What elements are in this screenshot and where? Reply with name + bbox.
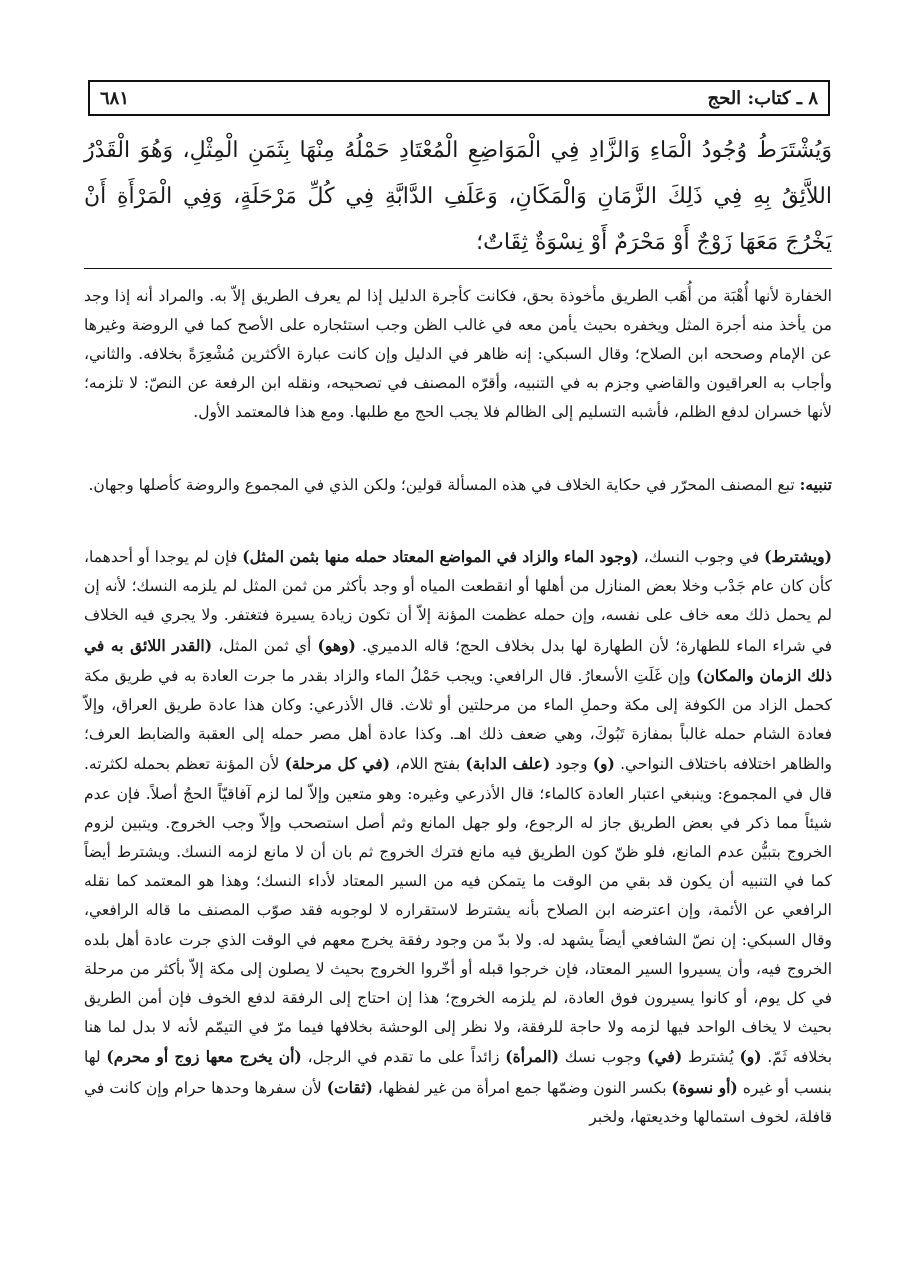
- sharh-paragraph: [84, 542, 832, 1132]
- sharh-text: زائداً على ما تقدم في الرجل،: [301, 1048, 506, 1067]
- sharh-text: لها بنسب أو غيره: [84, 1048, 832, 1097]
- quoted-matn-phrase: (وهو): [317, 635, 356, 655]
- quoted-matn-phrase: (أو نسوة): [671, 1077, 738, 1097]
- footnote-commentary: [84, 282, 832, 427]
- note-text: تبع المصنف المحرّر في حكاية الخلاف في هذه المسألة قولين؛ ولكن الذي في المجموع والروضة كأصلها وجهان.: [88, 476, 800, 494]
- quoted-matn-phrase: (القدر اللائق به في ذلك الزمان والمكان): [84, 635, 832, 685]
- sharh-text: بفتح اللام،: [389, 755, 466, 774]
- quoted-matn-phrase: (ويشترط): [764, 547, 832, 566]
- quoted-matn-phrase: (وجود الماء والزاد في المواضع المعتاد حمله منها بثمن المثل): [242, 547, 639, 566]
- quoted-matn-phrase: (و): [739, 1047, 762, 1067]
- quoted-matn-phrase: (و): [592, 754, 615, 774]
- quoted-matn-phrase: (في): [647, 1047, 683, 1067]
- sharh-text: وجود: [550, 755, 593, 774]
- quoted-matn-phrase: (أن يخرج معها زوج أو محرم): [106, 1047, 302, 1067]
- sharh-text: أي ثمن المثل،: [212, 636, 318, 655]
- note-label: تنبيه:: [799, 475, 832, 494]
- note-paragraph: [84, 470, 832, 500]
- page-header: [88, 80, 830, 116]
- quoted-matn-phrase: (المرأة): [505, 1047, 559, 1067]
- separator-rule: [84, 268, 832, 269]
- quoted-matn-phrase: (ثقات): [326, 1077, 373, 1097]
- chapter-title: ٨ ـ كتاب: الحج: [707, 87, 818, 109]
- quoted-matn-phrase: (علف الدابة): [465, 754, 551, 774]
- page-number: ٦٨١: [100, 87, 130, 109]
- sharh-text: وإن غَلَتِ الأسعارُ. قال الرافعي: ويجب حَمْلُ الماء والزاد بقدر ما جرت العادة به في طريق مكة كحمل الزاد من الكوفة إلى مكة وحملِ الماء من مرحلتين أو ثلاث. قال الأذرعي: وكان هذا عادة طريق العراق، وإلاّ فعادة الشام حمله غالباً بمفازة تَبُوكَ، وهي ضعف ذلك اهـ. وكذا عادة أهل مصر حمله إلى العقبة والضابط العرف؛ والظاهر اختلافه باختلاف النواحي.: [84, 666, 833, 774]
- sharh-text: بكسر النون وضمّها جمع امرأة من غير لفظها،: [372, 1078, 672, 1097]
- sharh-text: وجوب نسك: [558, 1048, 648, 1067]
- quoted-matn-phrase: (في كل مرحلة): [284, 754, 390, 774]
- sharh-text: لأن سفرها وحدها حرام وإن كانت في قافلة، لخوف استمالها وخديعتها، ولخبر: [84, 1078, 832, 1126]
- sharh-text: في وجوب النسك،: [638, 548, 765, 566]
- matn-text: وَيُشْتَرَطُ وُجُودُ الْمَاءِ وَالزَّادِ فِي الْمَوَاضِعِ الْمُعْتَادِ حَمْلُهُ مِنْهَا بِثَمَنِ الْمِثْلِ، وَهُوَ الْقَدْرُ اللاَّئِقُ بِهِ فِي ذَلِكَ الزَّمَانِ وَالْمَكَانِ، وَعَلَفِ الدَّابَّةِ فِي كُلِّ مَرْحَلَةٍ، وَفِي الْمَرْأَةِ أَنْ يَخْرُجَ مَعَهَا زَوْجٌ أَوْ مَحْرَمٌ أَوْ نِسْوَةٌ ثِقَاتٌ؛: [84, 138, 832, 255]
- sharh-text: فإن لم يوجدا أو أحدهما، كأن كان عام جَدْب وخلا بعض المنازل من أهلها أو انقطعت المياه أو وجد بأكثر من ثمن المثل لم يلزمه النسك؛ لأنه إن لم يحمل ذلك معه خاف على نفسه، وإن حمله عظمت المؤنة إلاّ أن تكون زيادة يسيرة فتغتفر. ولا يجري فيه الخلاف في شراء الماء للطهارة؛ لأن الطهارة لها بدل بخلاف الحج؛ قاله الدميري.: [84, 548, 833, 655]
- sharh-text: لأن المؤنة تعظم بحمله لكثرته. قال في المجموع: وينبغي اعتبار العادة كالماء؛ قال الأذرعي وغيره: وهو متعين وإلاّ لما لزم آفاقيّاً الحجُ أصلاً. فإن عدم شيئاً مما ذكر في بعض الطريق جاز له الرجوع، ولو جهل المانع وثم أصل استصحب وإلاّ وجب الخروج. ويتبين لزوم الخروج بتبيُّن عدم المانع، فلو ظنّ كون الطريق فيه مانع فترك الخروج ثم بان أن لا مانع لزمه النسك. ويشترط أيضاً كما في التنبيه أن يكون قد بقي من الوقت ما يتمكن فيه من السير المعتاد لأداء النسك؛ وهذا هو المعتمد كما نقله الرافعي عن الأئمة، وإن اعترضه ابن الصلاح بأنه يشترط لاستقراره لا لوجوبه فقد صوّب المصنف ما قاله الرافعي، وقال السبكي: إن نصّ الشافعي أيضاً يشهد له. ولا بدّ من وجود رفقة يخرج معهم في الوقت الذي جرت عادة أهل بلده الخروج فيه، وأن يسيروا السير المعتاد، فإن خرجوا قبله أو أخّروا الخروج بحيث لا يصلون إلى مكة إلاّ بأكثر من مرحلة في كل يوم، أو كانوا يسيرون فوق العادة، لم يلزمه الخروج؛ هذا إن احتاج إلى الرفقة لدفع الخوف فإن أمن الطريق بحيث لا يخاف الواحد فيها لزمه ولا حاجة للرفقة، ولا نظر إلى الوحشة بخلافها فيما مرّ في التيمّم لأنه لا بدل لما هنا بخلافه ثَمّ.: [84, 755, 833, 1067]
- commentary-paragraph: الخفارة لأنها أُهْبَة من أُهَب الطريق مأخوذة بحق، فكانت كأجرة الدليل إذا لم يعرف الطريق إلاّ به. والمراد أنه إذا وجد من يأخذ منه أجرة المثل ويخفره بحيث يأمن معه في غالب الظن وجب استئجاره على الأصح كما في الروضة وغيرها عن الإمام وصححه ابن الصلاح؛ وقال السبكي: إنه ظاهر في الدليل وإن كانت عبارة الأكثرين مُشْعِرَةً بخلافه. والثاني، وأجاب به العراقيون والقاضي وجزم به في التنبيه، وأقرّه المصنف في تصحيحه، ونقله ابن الرفعة عن النصّ: لا تلزمه؛ لأنها خسران لدفع الظلم، فأشبه التسليم إلى الظالم فلا يجب الحج مع طلبها. ومع هذا فالمعتمد الأول.: [84, 287, 832, 421]
- sharh-text: يُشترط: [682, 1048, 740, 1067]
